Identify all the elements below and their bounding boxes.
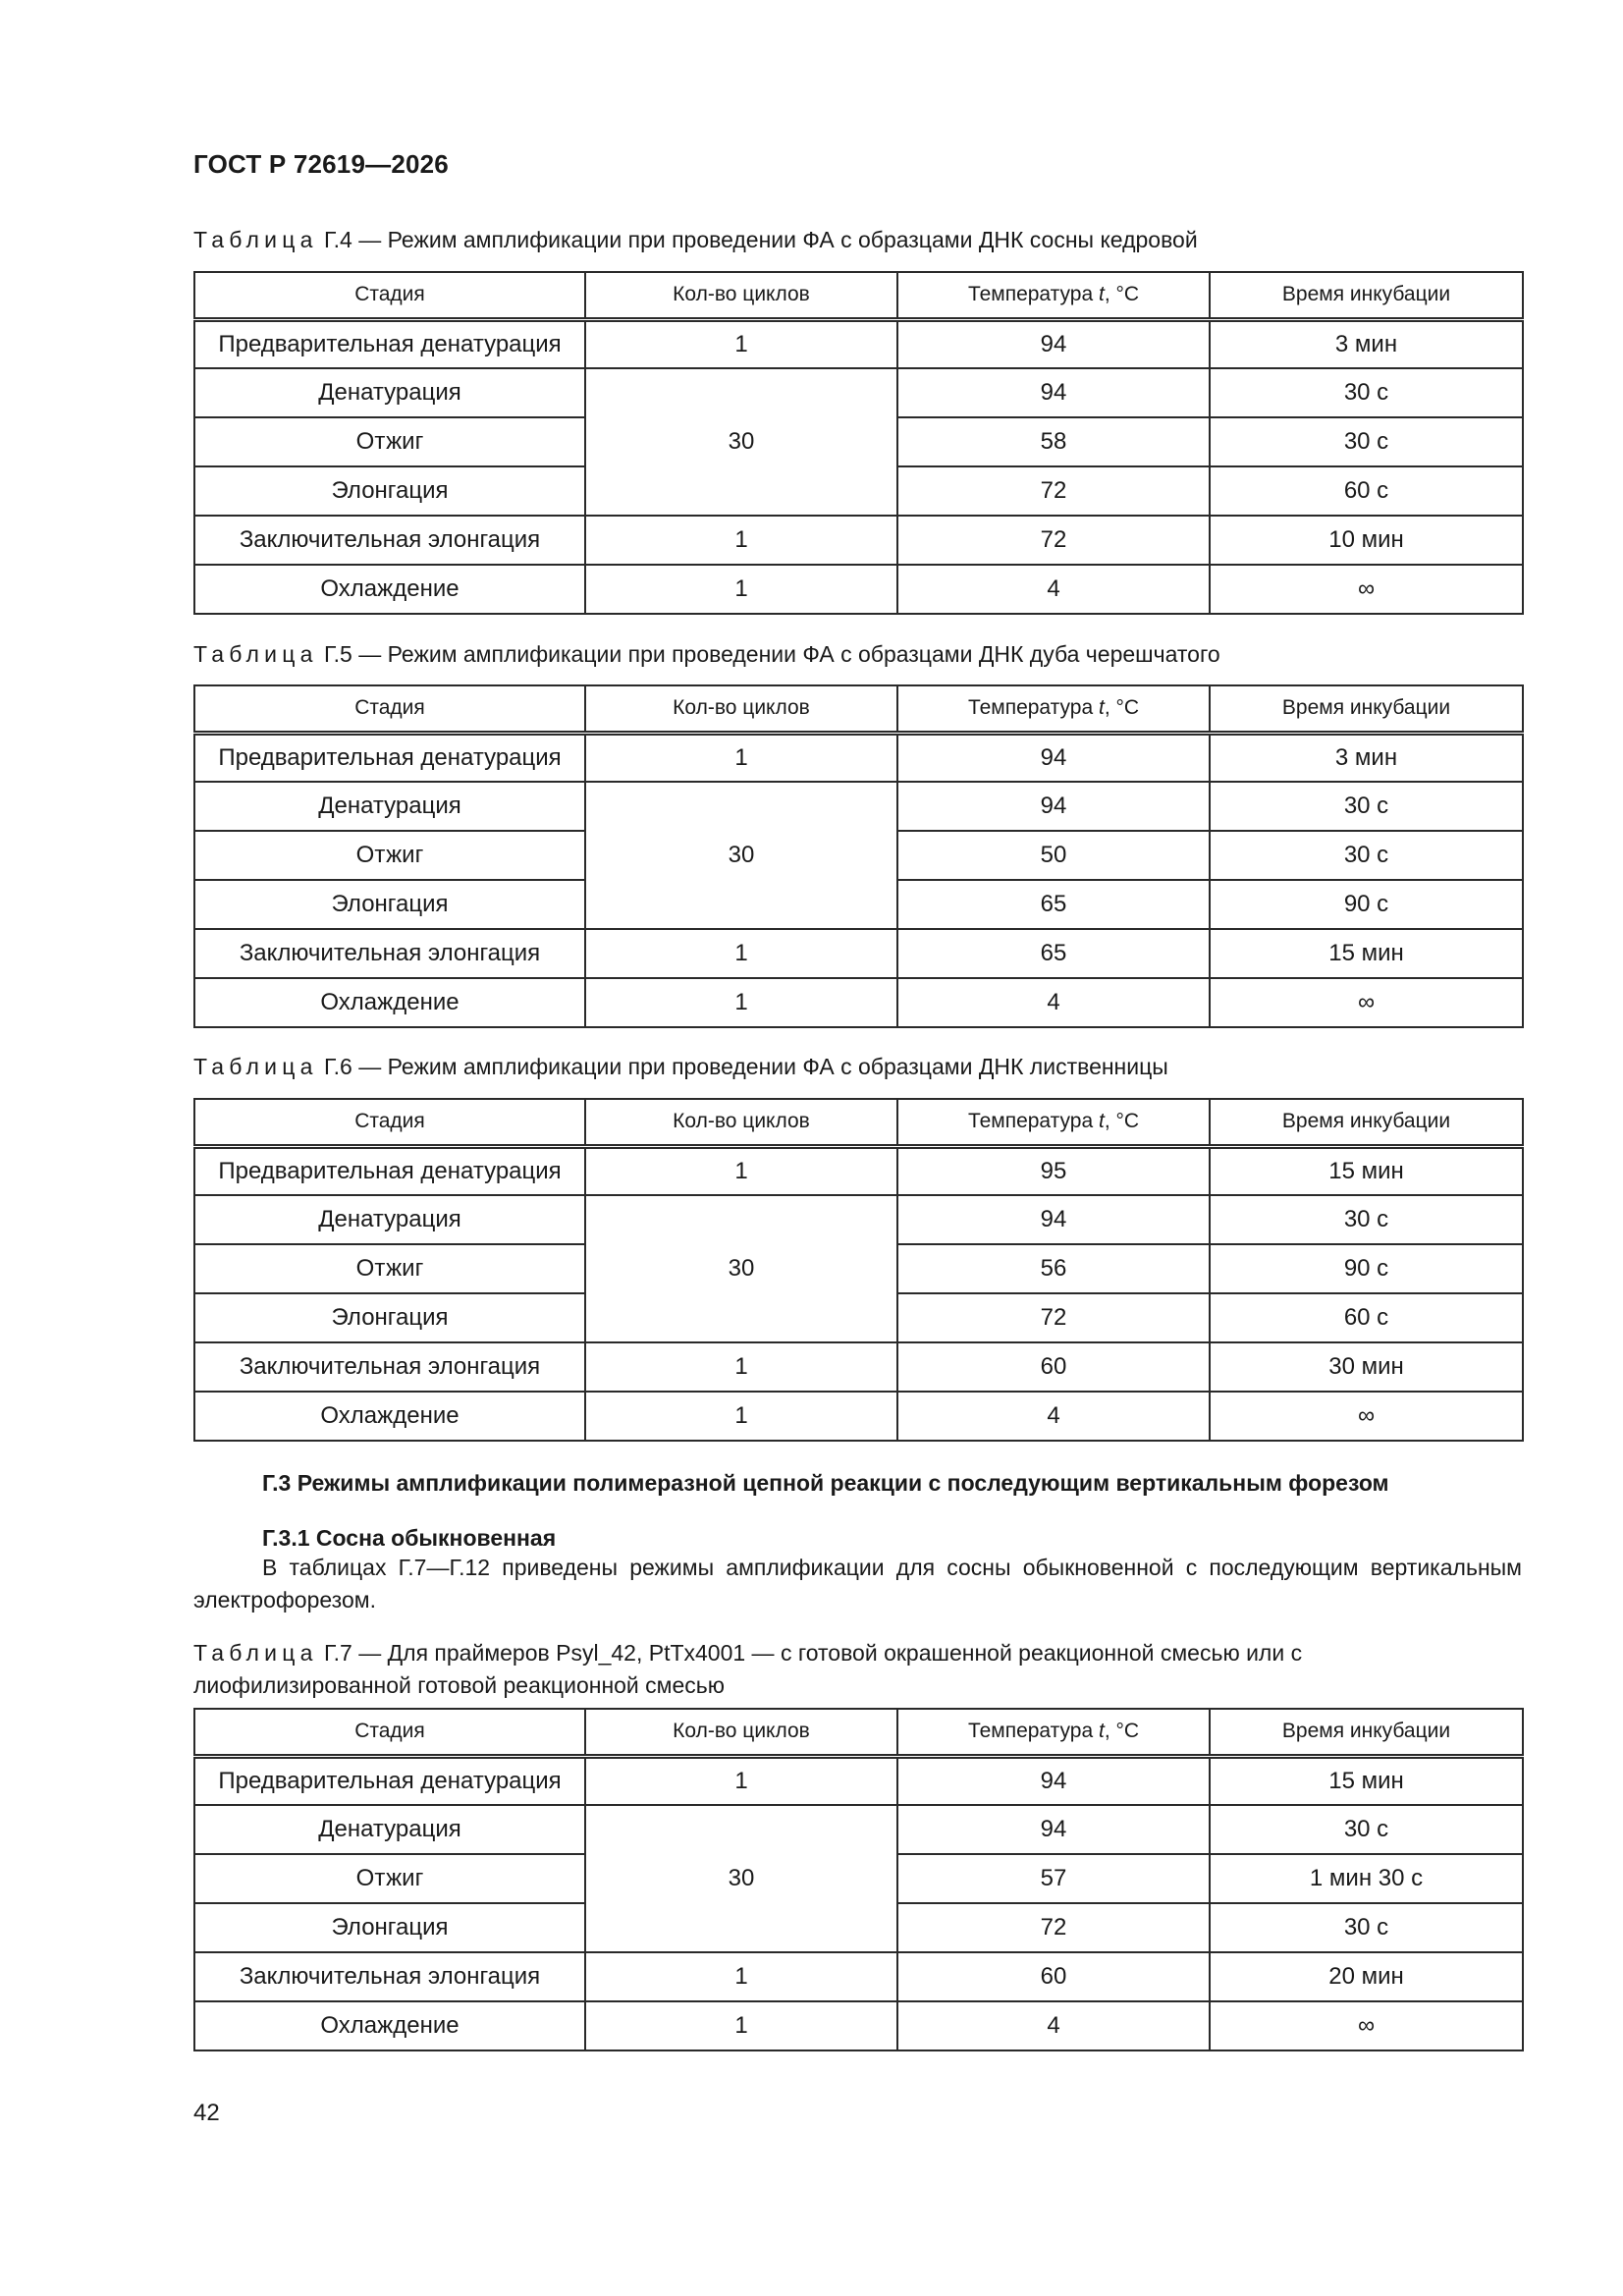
table-row — [194, 516, 1523, 565]
table-caption — [193, 1051, 1522, 1083]
cycles-cell: 30 — [585, 1195, 897, 1342]
stage-cell: Отжиг — [194, 1244, 585, 1293]
table-row — [194, 1195, 1523, 1244]
stage-cell: Охлаждение — [194, 1392, 585, 1441]
temperature-cell: 4 — [897, 2001, 1210, 2050]
time-cell: 90 с — [1210, 1244, 1523, 1293]
section-heading: Г.3 Режимы амплификации полимеразной цепной реакции с последующим вертикальным форезом — [262, 1470, 1389, 1496]
stage-cell: Охлаждение — [194, 565, 585, 614]
header-time: Время инкубации — [1210, 272, 1523, 319]
table-header-row — [194, 1099, 1523, 1146]
temperature-cell: 72 — [897, 1293, 1210, 1342]
temperature-cell: 95 — [897, 1146, 1210, 1195]
temperature-cell: 65 — [897, 880, 1210, 929]
stage-cell: Элонгация — [194, 880, 585, 929]
temperature-cell: 60 — [897, 1342, 1210, 1392]
temperature-cell: 94 — [897, 1195, 1210, 1244]
stage-cell: Предварительная денатурация — [194, 1756, 585, 1805]
stage-cell: Заключительная элонгация — [194, 1342, 585, 1392]
paragraph — [193, 1552, 1522, 1616]
amplification-table — [193, 684, 1524, 1028]
stage-cell: Отжиг — [194, 1854, 585, 1903]
temperature-cell: 60 — [897, 1952, 1210, 2001]
time-cell: 1 мин 30 с — [1210, 1854, 1523, 1903]
header-cycles: Кол-во циклов — [585, 1099, 897, 1146]
stage-cell: Заключительная элонгация — [194, 929, 585, 978]
table-row — [194, 565, 1523, 614]
time-cell: 15 мин — [1210, 929, 1523, 978]
caption-text: Г.4 — Режим амплификации при проведении ФА с образцами ДНК сосны кедровой — [323, 227, 1198, 252]
table-row — [194, 1342, 1523, 1392]
cycles-cell: 1 — [585, 733, 897, 782]
temperature-cell: 94 — [897, 368, 1210, 417]
stage-cell: Предварительная денатурация — [194, 733, 585, 782]
stage-cell: Охлаждение — [194, 2001, 585, 2050]
stage-cell: Предварительная денатурация — [194, 319, 585, 368]
stage-cell: Денатурация — [194, 782, 585, 831]
stage-cell: Элонгация — [194, 1903, 585, 1952]
cycles-cell: 1 — [585, 565, 897, 614]
subsection-heading: Г.3.1 Сосна обыкновенная — [262, 1525, 557, 1551]
table-row — [194, 929, 1523, 978]
table-row — [194, 1805, 1523, 1854]
table-row — [194, 368, 1523, 417]
cycles-cell: 1 — [585, 1952, 897, 2001]
cycles-cell: 30 — [585, 782, 897, 929]
temperature-cell: 57 — [897, 1854, 1210, 1903]
caption-word: Таблица — [193, 1054, 318, 1079]
header-time: Время инкубации — [1210, 685, 1523, 733]
header-stage: Стадия — [194, 1709, 585, 1756]
table-caption — [193, 224, 1522, 256]
time-cell: 15 мин — [1210, 1146, 1523, 1195]
temperature-cell: 94 — [897, 782, 1210, 831]
time-cell: 30 с — [1210, 417, 1523, 466]
header-cycles: Кол-во циклов — [585, 685, 897, 733]
header-temperature: Температура t, °С — [897, 272, 1210, 319]
stage-cell: Элонгация — [194, 1293, 585, 1342]
stage-cell: Охлаждение — [194, 978, 585, 1027]
temperature-cell: 72 — [897, 466, 1210, 516]
header-cycles: Кол-во циклов — [585, 272, 897, 319]
amplification-table — [193, 271, 1524, 615]
temperature-cell: 4 — [897, 1392, 1210, 1441]
time-cell: ∞ — [1210, 1392, 1523, 1441]
header-stage: Стадия — [194, 272, 585, 319]
time-cell: 30 с — [1210, 1805, 1523, 1854]
cycles-cell: 1 — [585, 516, 897, 565]
time-cell: 30 с — [1210, 831, 1523, 880]
temperature-cell: 50 — [897, 831, 1210, 880]
stage-cell: Денатурация — [194, 1805, 585, 1854]
table-caption — [193, 1637, 1522, 1702]
time-cell: 90 с — [1210, 880, 1523, 929]
time-cell: 30 мин — [1210, 1342, 1523, 1392]
time-cell: 20 мин — [1210, 1952, 1523, 2001]
time-cell: ∞ — [1210, 978, 1523, 1027]
cycles-cell: 1 — [585, 1756, 897, 1805]
header-stage: Стадия — [194, 685, 585, 733]
document-code: ГОСТ Р 72619—2026 — [193, 149, 449, 179]
temperature-cell: 4 — [897, 565, 1210, 614]
time-cell: 10 мин — [1210, 516, 1523, 565]
header-temperature: Температура t, °С — [897, 685, 1210, 733]
temperature-cell: 94 — [897, 1805, 1210, 1854]
caption-text: Г.6 — Режим амплификации при проведении ФА с образцами ДНК лиственницы — [323, 1054, 1168, 1079]
caption-word: Таблица — [193, 227, 318, 252]
table-row — [194, 1952, 1523, 2001]
time-cell: 3 мин — [1210, 319, 1523, 368]
time-cell: 30 с — [1210, 782, 1523, 831]
stage-cell: Отжиг — [194, 417, 585, 466]
stage-cell: Предварительная денатурация — [194, 1146, 585, 1195]
temperature-cell: 58 — [897, 417, 1210, 466]
table-caption — [193, 638, 1522, 671]
temperature-cell: 94 — [897, 733, 1210, 782]
header-time: Время инкубации — [1210, 1099, 1523, 1146]
header-stage: Стадия — [194, 1099, 585, 1146]
amplification-table — [193, 1708, 1524, 2051]
caption-word: Таблица — [193, 1640, 318, 1666]
table-header-row — [194, 685, 1523, 733]
time-cell: 30 с — [1210, 1195, 1523, 1244]
stage-cell: Денатурация — [194, 368, 585, 417]
cycles-cell: 1 — [585, 1146, 897, 1195]
amplification-table — [193, 1098, 1524, 1442]
stage-cell: Элонгация — [194, 466, 585, 516]
cycles-cell: 1 — [585, 1392, 897, 1441]
temperature-cell: 65 — [897, 929, 1210, 978]
header-cycles: Кол-во циклов — [585, 1709, 897, 1756]
table-row — [194, 1392, 1523, 1441]
table-row — [194, 782, 1523, 831]
caption-text: Г.7 — Для праймеров Psyl_42, PtTx4001 — с готовой окрашенной реакционной смесью или с лиофилизированной готовой реакционной смесью — [193, 1640, 1303, 1698]
stage-cell: Отжиг — [194, 831, 585, 880]
caption-text: Г.5 — Режим амплификации при проведении ФА с образцами ДНК дуба черешчатого — [323, 641, 1220, 667]
temperature-cell: 72 — [897, 516, 1210, 565]
temperature-cell: 94 — [897, 319, 1210, 368]
header-temperature: Температура t, °С — [897, 1709, 1210, 1756]
temperature-cell: 56 — [897, 1244, 1210, 1293]
cycles-cell: 1 — [585, 978, 897, 1027]
cycles-cell: 1 — [585, 2001, 897, 2050]
time-cell: ∞ — [1210, 2001, 1523, 2050]
table-header-row — [194, 1709, 1523, 1756]
table-row — [194, 2001, 1523, 2050]
time-cell: 3 мин — [1210, 733, 1523, 782]
table-row — [194, 978, 1523, 1027]
caption-word: Таблица — [193, 641, 318, 667]
temperature-cell: 94 — [897, 1756, 1210, 1805]
table-header-row — [194, 272, 1523, 319]
time-cell: 60 с — [1210, 1293, 1523, 1342]
temperature-cell: 72 — [897, 1903, 1210, 1952]
header-temperature: Температура t, °С — [897, 1099, 1210, 1146]
stage-cell: Заключительная элонгация — [194, 516, 585, 565]
time-cell: 15 мин — [1210, 1756, 1523, 1805]
time-cell: ∞ — [1210, 565, 1523, 614]
table-row — [194, 1756, 1523, 1805]
time-cell: 60 с — [1210, 466, 1523, 516]
cycles-cell: 1 — [585, 1342, 897, 1392]
temperature-cell: 4 — [897, 978, 1210, 1027]
paragraph-text: В таблицах Г.7—Г.12 приведены режимы амплификации для сосны обыкновенной с последующим вертикальным электрофорезом. — [193, 1555, 1522, 1613]
page-number: 42 — [193, 2100, 220, 2126]
time-cell: 30 с — [1210, 368, 1523, 417]
table-row — [194, 1146, 1523, 1195]
header-time: Время инкубации — [1210, 1709, 1523, 1756]
cycles-cell: 30 — [585, 368, 897, 516]
cycles-cell: 30 — [585, 1805, 897, 1952]
cycles-cell: 1 — [585, 929, 897, 978]
stage-cell: Денатурация — [194, 1195, 585, 1244]
cycles-cell: 1 — [585, 319, 897, 368]
table-row — [194, 733, 1523, 782]
time-cell: 30 с — [1210, 1903, 1523, 1952]
table-row — [194, 319, 1523, 368]
stage-cell: Заключительная элонгация — [194, 1952, 585, 2001]
